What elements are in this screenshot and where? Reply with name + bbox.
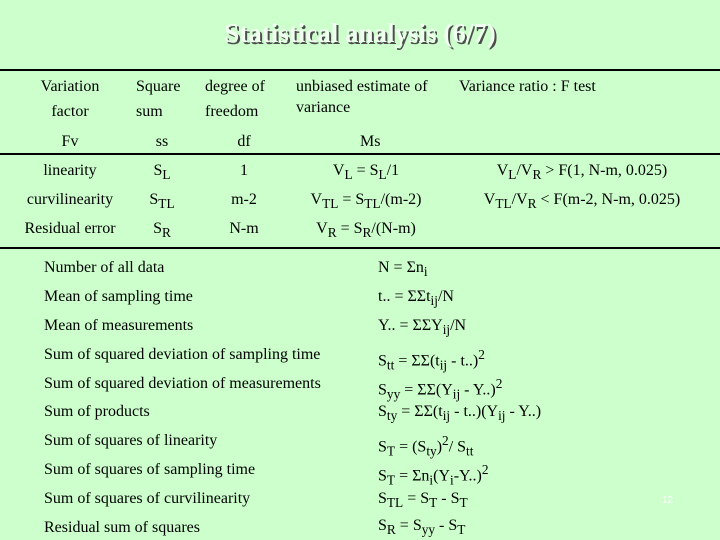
definition-label: Sum of squares of curvilinearity: [44, 490, 251, 507]
row-factor: curvilinearity: [26, 191, 114, 208]
table-top-rule: [0, 69, 720, 71]
slide-title: Statistical analysis (6/7): [224, 18, 496, 48]
row-dof: N-m: [229, 220, 259, 237]
header-square-sum-2: sum: [136, 103, 163, 120]
definition-formula: $S_{yy} = \Sigma\Sigma(Y_{ij} - Y..)^2$: [378, 376, 503, 402]
definition-formula: $N = \Sigma n_i$: [378, 259, 428, 280]
header-unbiased-1: unbiased estimate of: [296, 78, 428, 95]
definition-label: Sum of squares of sampling time: [44, 461, 256, 478]
header-dof-1: degree of: [205, 78, 265, 95]
header-dof-2: freedom: [205, 103, 259, 120]
row-ftest: $V_{TL}/V_R < F(m-2$, N-m, 0.025): [483, 191, 681, 212]
row-unbiased: $V_L = S_L/1$: [332, 162, 400, 183]
definition-label: Number of all data: [44, 259, 165, 276]
symbol-unbiased: Ms: [360, 133, 381, 150]
row-square-sum: $S_L$: [153, 162, 171, 183]
definition-formula: $S_T = \Sigma n_i(Y_i-Y..)^2$: [378, 462, 489, 488]
row-unbiased: $V_{TL} = S_{TL}/(m-2)$: [310, 191, 422, 212]
definition-formula: $S_{TL} = S_T - S_T$: [378, 490, 468, 511]
definition-formula: $S_{tt} = \Sigma\Sigma(t_{ij} - t..)^2$: [378, 347, 485, 373]
definition-label: Mean of sampling time: [44, 288, 193, 305]
definition-label: Residual sum of squares: [44, 519, 200, 536]
definition-formula: $S_{ty} = \Sigma\Sigma(t_{ij} - t..)(Y_{ij} - Y..)$: [378, 403, 542, 424]
symbol-square-sum: ss: [155, 133, 169, 150]
header-variation-factor-1: Variation: [40, 78, 100, 95]
definition-label: Sum of squared deviation of measurements: [44, 375, 321, 392]
row-dof: m-2: [231, 191, 257, 208]
definition-label: Mean of measurements: [44, 317, 194, 334]
table-header-rule: [0, 153, 720, 155]
row-square-sum: $S_{TL}$: [149, 191, 175, 212]
definition-formula: t.. = ΣΣt$_{ij}$/N: [378, 288, 454, 309]
header-unbiased-2: variance: [296, 99, 351, 116]
header-ftest: Variance ratio : F test: [459, 78, 596, 95]
row-square-sum: $S_R$: [153, 220, 171, 241]
row-factor: Residual error: [24, 220, 116, 237]
header-variation-factor-2: factor: [51, 103, 89, 120]
definition-label: Sum of squared deviation of sampling time: [44, 346, 321, 363]
row-dof: 1: [240, 162, 248, 179]
row-unbiased: $V_R = S_R/(N-m)$: [316, 220, 416, 241]
row-ftest: $V_L/V_R > F(1$, N-m, 0.025): [496, 162, 668, 183]
page-number: 12: [662, 495, 674, 506]
symbol-factor: Fv: [61, 133, 79, 150]
definition-formula: $S_R = S_{yy} - S_T$: [378, 517, 466, 538]
definition-formula: $S_T = (S_{ty})^2/$ $S_{tt}$: [378, 433, 474, 459]
definition-label: Sum of squares of linearity: [44, 432, 218, 449]
symbol-dof: df: [237, 133, 251, 150]
definition-label: Sum of products: [44, 403, 150, 420]
header-square-sum-1: Square: [136, 78, 181, 95]
table-bottom-rule: [0, 247, 720, 249]
row-factor: linearity: [43, 162, 97, 179]
definition-formula: Y.. = $\Sigma\Sigma Y_{ij}/N$: [378, 317, 467, 338]
